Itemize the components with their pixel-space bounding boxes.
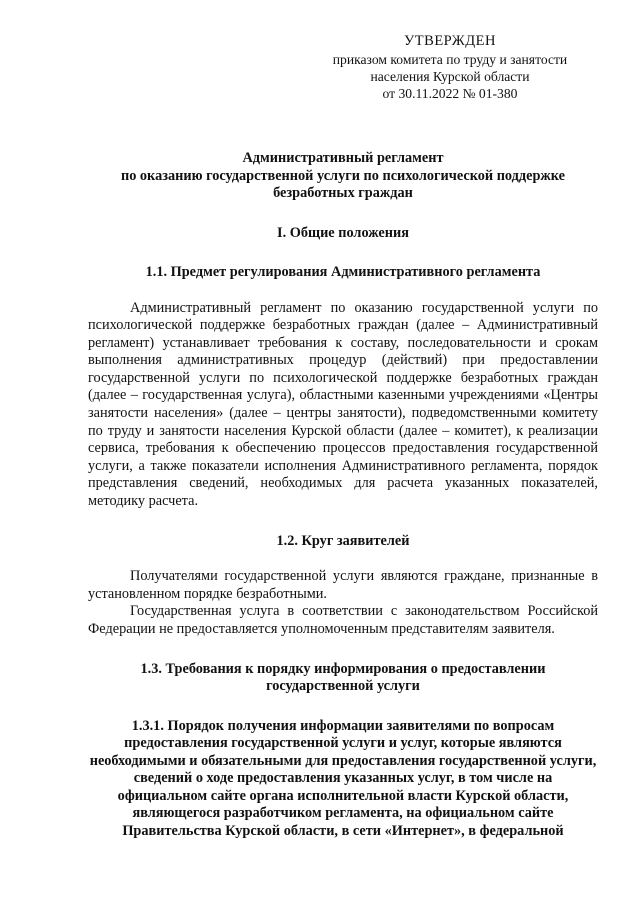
subsection-1-1-paragraph: Административный регламент по оказанию государственной услуги по психологической поддержке безработных граждан (далее – Административный регламент) устанавливает требования к составу, последовательности и срокам выполнения административных процедур (действий) при предоставлении государственной услуги по психологической поддержке безработных граждан (далее – государственная услуга), областными казенными учреждениями «Центры занятости населения» (далее – центры занятости), подведомственными комитету по труду и занятости населения Курской области (далее – комитет), к реализации сервиса, требования к обеспечению процессов предоставления государственной услуги, а также показатели исполнения Административного регламента, порядок представления сведений, необходимых для расчета указанных показателей, методику расчета. — [88, 299, 598, 510]
approval-line-2: населения Курской области — [370, 69, 530, 84]
document-title — [88, 150, 598, 203]
subsection-1-1-heading: 1.1. Предмет регулирования Административного регламента — [145, 264, 541, 280]
document-title-line-1: Административный регламент — [242, 150, 444, 166]
subsection-1-3-heading — [88, 661, 598, 696]
subsection-1-3-heading-line-1: 1.3. Требования к порядку информирования о предоставлении — [140, 660, 546, 677]
subsection-1-2-heading: 1.2. Круг заявителей — [276, 532, 410, 549]
subsection-1-3-1-heading: 1.3.1. Порядок получения информации заявителями по вопросам предоставления государственной услуги и услуг, которые являются необходимыми и обязательными для предоставления государственной услуги, сведений о ходе предоставления указанных услуг, в том числе на официальном сайте органа исполнительной власти Курской области, являющегося разработчиком регламента, на официальном сайте Правительства Курской области, в сети «Интернет», в федеральной — [89, 717, 597, 839]
approval-block — [300, 33, 600, 102]
approval-line-1: приказом комитета по труду и занятости — [332, 52, 568, 67]
document-title-line-2: по оказанию государственной услуги по психологической поддержке — [120, 167, 566, 184]
document-body — [88, 150, 598, 840]
approval-stamp: УТВЕРЖДЕН — [404, 33, 496, 49]
section-1-heading: I. Общие положения — [277, 224, 409, 241]
approval-line-3: от 30.11.2022 № 01-380 — [382, 86, 518, 101]
document-title-line-3: безработных граждан — [273, 185, 413, 201]
subsection-1-2-paragraph-2: Государственная услуга в соответствии с законодательством Российской Федерации не предоставляется уполномоченным представителям заявителя. — [88, 603, 598, 637]
subsection-1-2-paragraph-1: Получателями государственной услуги являются граждане, признанные в установленном порядке безработными. — [88, 568, 598, 602]
subsection-1-3-heading-line-2: государственной услуги — [266, 678, 420, 694]
